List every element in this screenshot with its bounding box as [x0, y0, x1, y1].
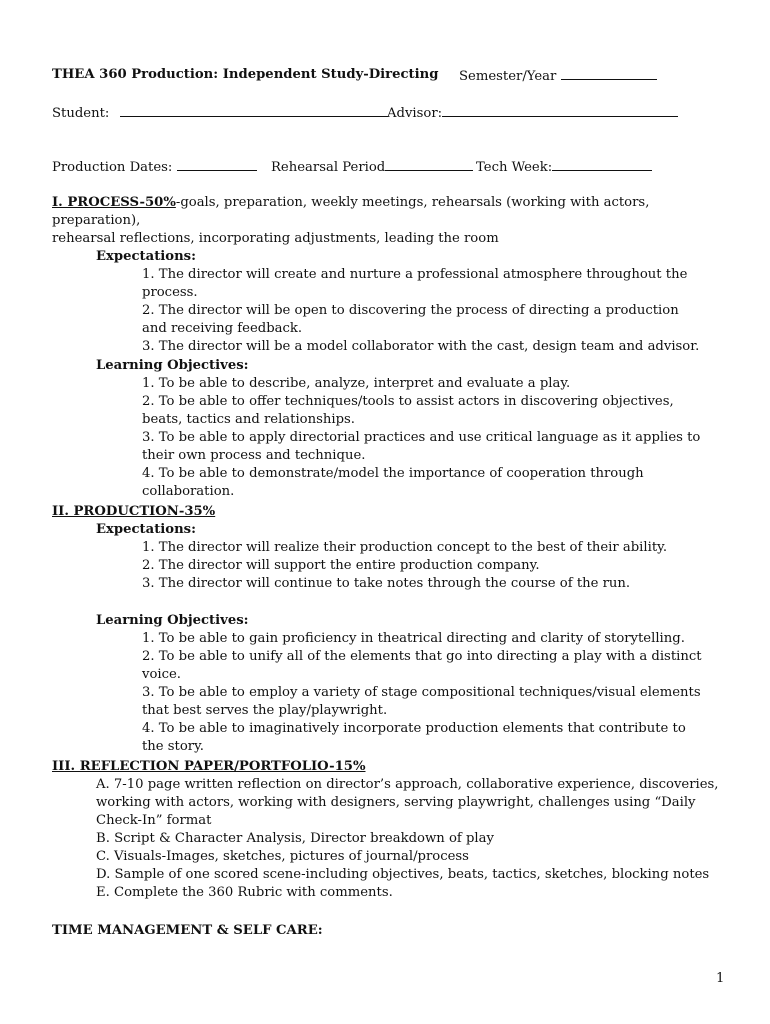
student-label: Student: — [52, 106, 110, 121]
list-item: 4. To be able to imaginatively incorporate production elements that contribute to the story. — [142, 721, 686, 754]
section-reflection-title: III. REFLECTION PAPER/PORTFOLIO-15% — [52, 759, 366, 774]
section-time-management-title: TIME MANAGEMENT & SELF CARE: — [52, 923, 323, 938]
list-item: 1. The director will realize their production concept to the best of their ability. — [142, 540, 668, 555]
rehearsal-period-label: Rehearsal Period — [271, 160, 386, 175]
reflection-items-list — [96, 776, 726, 902]
production-expectations-list — [142, 539, 732, 593]
list-item: E. Complete the 360 Rubric with comments. — [96, 885, 393, 900]
list-item: 1. To be able to describe, analyze, interpret and evaluate a play. — [142, 376, 571, 391]
semester-label: Semester/Year — [459, 69, 557, 84]
process-expectations-list — [142, 266, 732, 356]
student-field — [52, 103, 388, 123]
list-item: 3. To be able to apply directorial practices and use critical language as it applies to their own process and technique. — [142, 430, 701, 463]
section-process-description-1: -goals, preparation, weekly meetings, rehearsals (working with actors, preparation), — [52, 195, 650, 228]
student-blank — [120, 103, 388, 117]
section-process-description-2: rehearsal reflections, incorporating adjustments, leading the room — [52, 231, 499, 246]
semester-field — [459, 66, 657, 86]
list-item: 2. The director will support the entire production company. — [142, 558, 540, 573]
list-item: 3. The director will be a model collaborator with the cast, design team and advisor. — [142, 339, 700, 354]
list-item: 3. The director will continue to take notes through the course of the run. — [142, 576, 631, 591]
page-number: 1 — [716, 971, 725, 986]
production-dates-field — [52, 157, 257, 177]
section-process — [52, 194, 732, 248]
tech-week-label: Tech Week: — [476, 160, 553, 175]
production-objectives-list — [142, 630, 732, 756]
semester-blank — [561, 66, 657, 80]
section-process-title: I. PROCESS-50% — [52, 195, 176, 210]
list-item: B. Script & Character Analysis, Director breakdown of play — [96, 831, 494, 846]
course-title: THEA 360 Production: Independent Study-Directing — [52, 67, 439, 82]
production-dates-label: Production Dates: — [52, 160, 173, 175]
list-item: 4. To be able to demonstrate/model the importance of cooperation through collaboration. — [142, 466, 644, 499]
list-item: 3. To be able to employ a variety of stage compositional techniques/visual elements that best serves the play/playwright. — [142, 685, 701, 718]
tech-week-field — [476, 157, 652, 177]
process-objectives-heading: Learning Objectives: — [96, 358, 249, 373]
advisor-field — [387, 103, 678, 123]
list-item: C. Visuals-Images, sketches, pictures of journal/process — [96, 849, 469, 864]
list-item: 2. To be able to offer techniques/tools to assist actors in discovering objectives, beats, tactics and relationships. — [142, 394, 674, 427]
list-item: 2. The director will be open to discovering the process of directing a production and receiving feedback. — [142, 303, 679, 336]
advisor-blank — [442, 103, 678, 117]
rehearsal-period-field — [271, 157, 473, 177]
list-item: 1. To be able to gain proficiency in theatrical directing and clarity of storytelling. — [142, 631, 685, 646]
list-item: A. 7-10 page written reflection on director’s approach, collaborative experience, discoveries, working with actors, working with designers, serving playwright, challenges using “Daily Check-In” format — [96, 777, 719, 828]
section-production-title: II. PRODUCTION-35% — [52, 504, 216, 519]
production-objectives-heading: Learning Objectives: — [96, 613, 249, 628]
production-expectations-heading: Expectations: — [96, 522, 196, 537]
list-item: D. Sample of one scored scene-including objectives, beats, tactics, sketches, blocking notes — [96, 867, 710, 882]
production-dates-blank — [177, 157, 257, 171]
advisor-label: Advisor: — [387, 106, 443, 121]
process-objectives-list — [142, 375, 732, 501]
tech-week-blank — [552, 157, 652, 171]
rehearsal-period-blank — [385, 157, 473, 171]
list-item: 1. The director will create and nurture a professional atmosphere throughout the process. — [142, 267, 688, 300]
list-item: 2. To be able to unify all of the elements that go into directing a play with a distinct voice. — [142, 649, 702, 682]
process-expectations-heading: Expectations: — [96, 249, 196, 264]
